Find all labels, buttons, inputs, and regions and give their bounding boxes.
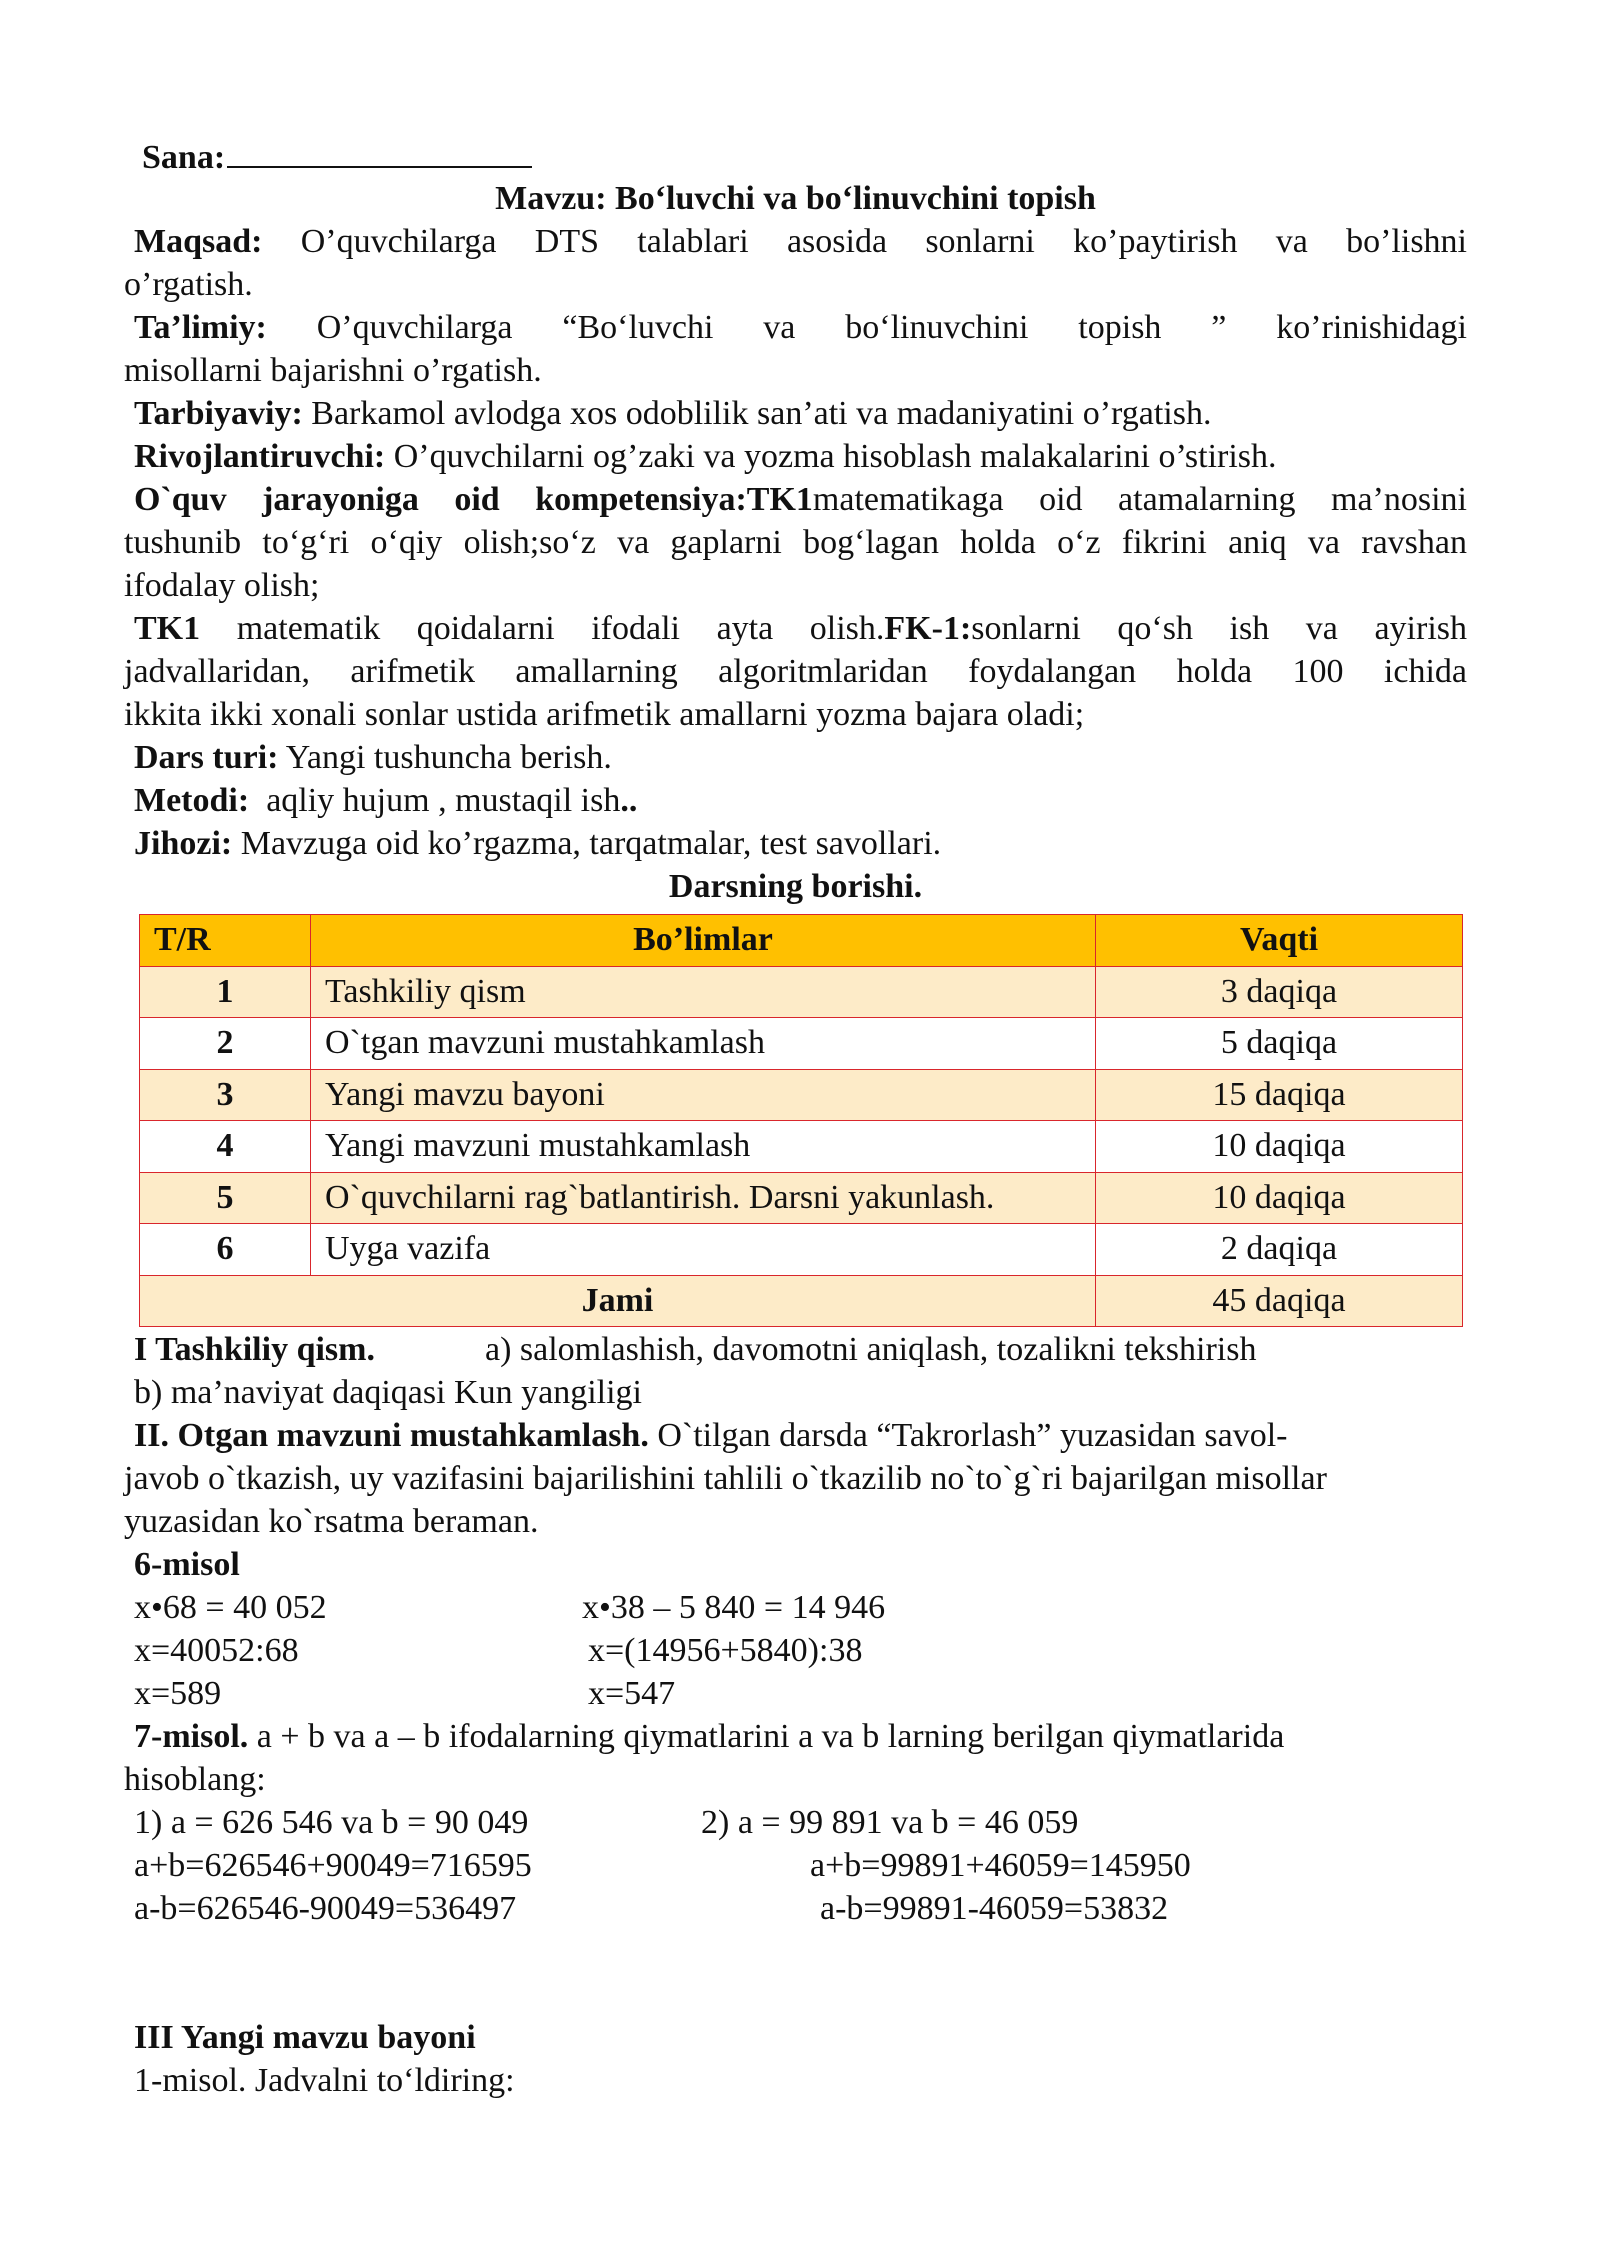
goal-paragraph-line2: o’rgatish.: [124, 266, 253, 303]
table-row: [140, 1018, 1463, 1070]
example7-left-line: 1) a = 626 546 va b = 90 049: [134, 1804, 529, 1841]
row-section: Uyga vazifa: [311, 1224, 1096, 1276]
equipment: [134, 822, 941, 865]
upbringing-aim: [134, 392, 1211, 435]
fk1-label: FK-1:: [884, 610, 972, 647]
tk1-line1: [134, 607, 1467, 650]
goal-label: Maqsad:: [134, 223, 263, 260]
header-sections: Bo’limlar: [311, 915, 1096, 967]
example6-left-line: x•68 = 40 052: [134, 1589, 327, 1626]
table-total-row: [140, 1275, 1463, 1327]
lesson-type: [134, 736, 612, 779]
method-label: Metodi:: [134, 782, 250, 819]
date-label: Sana:: [142, 139, 226, 176]
lesson-title: [124, 177, 1467, 220]
table-row: [140, 1069, 1463, 1121]
method-text: aqliy hujum , mustaqil ish: [266, 782, 621, 819]
fk1-text: sonlarni qo‘sh ish va ayirish: [971, 610, 1467, 647]
section2-text: O`tilgan darsda “Takrorlash” yuzasidan savol-: [657, 1417, 1288, 1454]
equipment-text: Mavzuga oid ko’rgazma, tarqatmalar, test savollari.: [240, 825, 942, 862]
row-section: Yangi mavzuni mustahkamlash: [311, 1121, 1096, 1173]
competency-text: matematikaga oid atamalarning ma’nosini: [812, 481, 1467, 518]
row-number: 4: [140, 1121, 311, 1173]
table-row: [140, 1121, 1463, 1173]
header-time: Vaqti: [1096, 915, 1463, 967]
row-time: 10 daqiqa: [1096, 1172, 1463, 1224]
goal-text: O’quvchilarga DTS talablari asosida sonlarni ko’paytirish va bo’lishni: [300, 223, 1467, 260]
table-row: [140, 966, 1463, 1018]
competency-label: O`quv jarayoniga oid kompetensiya:TK1: [134, 481, 813, 518]
competency-line3: ifodalay olish;: [124, 567, 320, 604]
total-label: Jami: [140, 1275, 1096, 1327]
date-blank: [227, 134, 532, 168]
method-suffix: ..: [620, 782, 638, 819]
example6-left-line: x=40052:68: [134, 1632, 299, 1669]
example7-label: 7-misol.: [134, 1718, 249, 1755]
row-section: O`tgan mavzuni mustahkamlash: [311, 1018, 1096, 1070]
educational-aim-label: Ta’limiy:: [134, 309, 267, 346]
row-time: 2 daqiqa: [1096, 1224, 1463, 1276]
row-section: O`quvchilarni rag`batlantirish. Darsni yakunlash.: [311, 1172, 1096, 1224]
section1-line2: b) ma’naviyat daqiqasi Kun yangiligi: [134, 1374, 642, 1411]
example7-line2: hisoblang:: [124, 1761, 266, 1798]
developmental-aim-text: O’quvchilarni og’zaki va yozma hisoblash malakalarini o’stirish.: [393, 438, 1277, 475]
lesson-title-text: Mavzu: Bo‘luvchi va bo‘linuvchini topish: [495, 180, 1096, 217]
equipment-label: Jihozi:: [134, 825, 233, 862]
example6-right-line: x=(14956+5840):38: [588, 1632, 863, 1669]
section3-heading: [134, 2016, 476, 2059]
example7-right-line: 2) a = 99 891 va b = 46 059: [701, 1804, 1079, 1841]
table-row: [140, 1172, 1463, 1224]
section3-line2: 1-misol. Jadvalni to‘ldiring:: [134, 2062, 515, 2099]
tk1-text: matematik qoidalarni ifodali ayta olish.: [236, 610, 885, 647]
example7-left-line: a-b=626546-90049=536497: [134, 1890, 517, 1927]
upbringing-aim-text: Barkamol avlodga xos odoblilik san’ati va madaniyatini o’rgatish.: [311, 395, 1212, 432]
competency-line2: tushunib to‘g‘ri o‘qiy olish;so‘z va gaplarni bog‘lagan holda o‘z fikrini aniq va ravshan: [124, 524, 1467, 561]
example7-line1: [134, 1715, 1284, 1758]
section2-line3: yuzasidan ko`rsatma beraman.: [124, 1503, 539, 1540]
developmental-aim: [134, 435, 1277, 478]
tk1-label: TK1: [134, 610, 201, 647]
row-section: Tashkiliy qism: [311, 966, 1096, 1018]
section2-line2: javob o`tkazish, uy vazifasini bajarilishini tahlili o`tkazilib no`to`g`ri bajarilgan misollar: [124, 1460, 1327, 1497]
row-section: Yangi mavzu bayoni: [311, 1069, 1096, 1121]
section3-label: III Yangi mavzu bayoni: [134, 2019, 476, 2056]
goal-paragraph-line1: [134, 220, 1467, 263]
example6-label: [134, 1543, 240, 1586]
educational-aim-line1: [134, 306, 1467, 349]
example6-right-line: x•38 – 5 840 = 14 946: [582, 1589, 886, 1626]
row-time: 5 daqiqa: [1096, 1018, 1463, 1070]
tk1-line3: ikkita ikki xonali sonlar ustida arifmetik amallarni yozma bajara oladi;: [124, 696, 1085, 733]
row-time: 15 daqiqa: [1096, 1069, 1463, 1121]
lesson-type-text: Yangi tushuncha berish.: [285, 739, 612, 776]
table-title-text: Darsning borishi.: [668, 868, 923, 905]
header-number: T/R: [140, 915, 311, 967]
table-title: [124, 865, 1467, 908]
row-number: 6: [140, 1224, 311, 1276]
row-number: 2: [140, 1018, 311, 1070]
developmental-aim-label: Rivojlantiruvchi:: [134, 438, 386, 475]
section1-label: I Tashkiliy qism.: [134, 1331, 375, 1368]
table-row: [140, 1224, 1463, 1276]
section2-line1: [134, 1414, 1288, 1457]
section1-line1: [134, 1328, 1256, 1371]
method: [134, 779, 637, 822]
section1-text: a) salomlashish, davomotni aniqlash, tozalikni tekshirish: [484, 1331, 1257, 1368]
total-time: 45 daqiqa: [1096, 1275, 1463, 1327]
table-header-row: [140, 915, 1463, 967]
example7-left-line: a+b=626546+90049=716595: [134, 1847, 532, 1884]
lesson-type-label: Dars turi:: [134, 739, 279, 776]
section2-label: II. Otgan mavzuni mustahkamlash.: [134, 1417, 649, 1454]
competency-line1: [134, 478, 1467, 521]
row-number: 5: [140, 1172, 311, 1224]
row-time: 10 daqiqa: [1096, 1121, 1463, 1173]
educational-aim-text: O’quvchilarga “Bo‘luvchi va bo‘linuvchini topish ” ko’rinishidagi: [316, 309, 1467, 346]
row-time: 3 daqiqa: [1096, 966, 1463, 1018]
lesson-plan-table: [139, 914, 1463, 1327]
tk1-line2: jadvallaridan, arifmetik amallarning algoritmlaridan foydalangan holda 100 ichida: [124, 653, 1467, 690]
example7-right-line: a+b=99891+46059=145950: [810, 1847, 1191, 1884]
example7-right-line: a-b=99891-46059=53832: [820, 1890, 1169, 1927]
example6-left-line: x=589: [134, 1675, 222, 1712]
row-number: 1: [140, 966, 311, 1018]
example7-text: a + b va a – b ifodalarning qiymatlarini a va b larning berilgan qiymatlarida: [256, 1718, 1285, 1755]
example6-label-text: 6-misol: [134, 1546, 240, 1583]
educational-aim-line2: misollarni bajarishni o’rgatish.: [124, 352, 542, 389]
example6-right-line: x=547: [588, 1675, 676, 1712]
row-number: 3: [140, 1069, 311, 1121]
date-line: [142, 134, 532, 179]
upbringing-aim-label: Tarbiyaviy:: [134, 395, 303, 432]
